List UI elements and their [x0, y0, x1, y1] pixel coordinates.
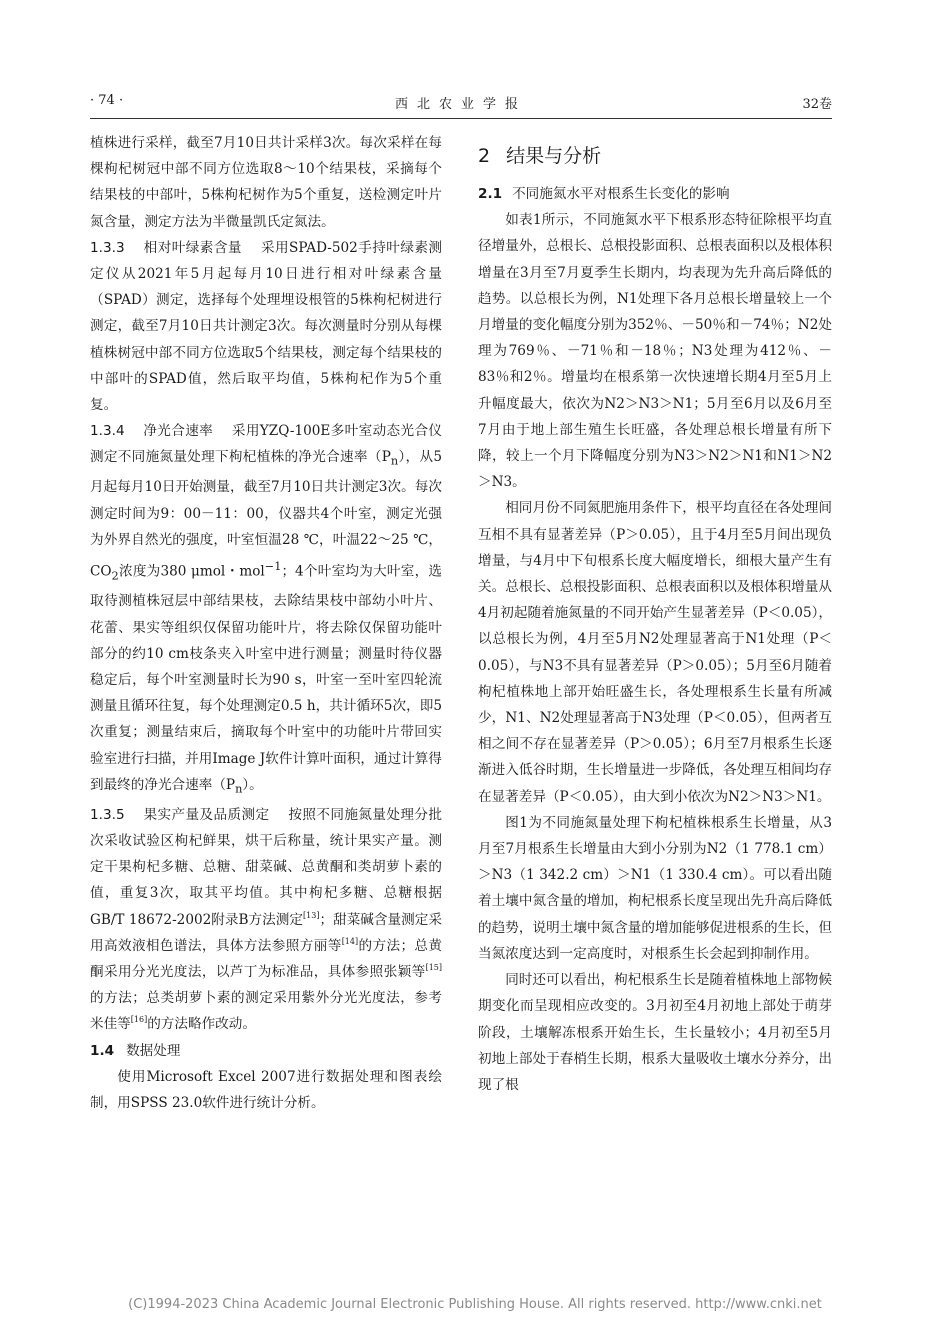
- section-text: 按照不同施氮量处理分批次采收试验区枸杞鲜果，烘干后称量，统计果实产量。测定干果枸杞多糖、总糖、甜菜碱、总黄酮和类胡萝卜素的值，重复3次，取其平均值。其中枸杞多糖、总糖根据GB/T 18672-2002附录B方法测定: [90, 806, 442, 928]
- section-text: ；4个叶室均为大叶室，选取待测植株冠层中部结果枝，去除结果枝中部幼小叶片、花蕾、果实等组织仅保留功能叶片，将去除仅保留功能叶部分的约10 cm枝条夹入叶室中进行测量；测量时待仪器稳定后，每个叶室测量时长为90 s，叶室一至叶室四轮流测量且循环往复，每个处理测定0.5 h，共计循环5次，即5次重复；测量结束后，摘取每个叶室中的功能叶片带回实验室进行扫描，并用Image J软件计算叶面积，通过计算得到最终的净光合速率（P: [90, 563, 442, 793]
- section-2-heading: [478, 143, 832, 169]
- subscript: 2: [111, 568, 119, 583]
- citation: [13]: [303, 910, 320, 920]
- section-text: 的方法；总类胡萝卜素的测定采用紫外分光光度法，参考米佳等: [90, 990, 442, 1033]
- section-number: 1.3.4: [90, 423, 125, 440]
- section-text: 浓度为380 μmol・mol: [118, 563, 265, 580]
- section-title: 净光合速率: [143, 423, 214, 440]
- section-1-3-4: [90, 418, 442, 802]
- section-title: 数据处理: [126, 1042, 181, 1059]
- section-text: 采用YZQ-100E多叶室动态光合仪测定不同施氮量处理下枸杞植株的净光合速率（P: [90, 423, 442, 466]
- section-text: ），从5月起每月10日开始测量，截至7月10日共计测定3次。每次测定时间为9：00－11：00，仪器共4个叶室，测定光强为外界自然光的强度，叶室恒温28 ℃，叶温22～25 ℃，CO: [90, 449, 442, 580]
- section-title: 结果与分析: [506, 145, 602, 167]
- section-text: 的方法略作改动。: [147, 1016, 256, 1033]
- section-1-3-3: [90, 235, 442, 418]
- citation: [15]: [425, 962, 442, 972]
- subscript: n: [235, 781, 243, 796]
- section-number: 1.3.5: [90, 806, 125, 823]
- journal-name: 西北农业学报: [394, 97, 527, 112]
- left-column: [90, 130, 442, 1116]
- running-header: [90, 93, 832, 115]
- section-title: 不同施氮水平对根系生长变化的影响: [512, 186, 730, 202]
- volume-label: 32卷: [802, 97, 832, 112]
- section-1-4-heading: [90, 1038, 442, 1064]
- section-number: 2: [478, 145, 491, 167]
- page-number: · 74 ·: [90, 93, 124, 108]
- right-column: [478, 130, 832, 1098]
- section-title: 相对叶绿素含量: [143, 239, 242, 256]
- section-title: 果实产量及品质测定: [143, 806, 270, 823]
- section-1-3-5: [90, 802, 442, 1038]
- paragraph-figure-1: 图1为不同施氮量处理下枸杞植株根系生长增量，从3月至7月根系生长增量由大到小分别为N2（1 778.1 cm）＞N3（1 342.2 cm）＞N1（1 330.4 cm）。可以看出随着土壤中氮含量的增加，枸杞根系长度呈现出先升高后降低的趋势，说明土壤中氮含量的增加能够促进根系的生长，但当氮浓度达到一定高度时，对根系生长会起到抑制作用。: [478, 814, 832, 962]
- paragraph-significance: 相同月份不同氮肥施用条件下，根平均直径在各处理间互相不具有显著差异（P＞0.05），且于4月至5月间出现负增量，与4月中下旬根系长度大幅度增长，细根大量产生有关。总根长、总根投影面积、总根表面积以及根体积增量从4月初起随着施氮量的不同开始产生显著差异（P＜0.05），以总根长为例，4月至5月N2处理显著高于N1处理（P＜0.05），与N3不具有显著差异（P＞0.05）；5月至6月随着枸杞植株地上部开始旺盛生长，各处理根系生长量有所减少，N1、N2处理显著高于N3处理（P＜0.05），但两者互相之间不存在显著差异（P＞0.05）；6月至7月根系生长逐渐进入低谷时期，生长增量进一步降低，各处理互相间均存在显著差异（P＜0.05），由大到小依次为N2＞N3＞N1。: [478, 500, 832, 805]
- paragraph-root-trend: 如表1所示，不同施氮水平下根系形态特征除根平均直径增量外，总根长、总根投影面积、总根表面积以及根体积增量在3月至7月夏季生长期内，均表现为先升高后降低的趋势。以总根长为例，N1处理下各月总根长增量较上一个月增量的变化幅度分别为352％、－50％和－74％；N2处理为769％、－71％和－18％；N3处理为412％、－83％和2％。增量均在根系第一次快速增长期4月至5月上升幅度最大，依次为N2＞N3＞N1；5月至6月以及6月至7月由于地上部生殖生长旺盛，各处理总根长增量有所下降，较上一个月下降幅度分别为N3＞N2＞N1和N1＞N2＞N3。: [478, 212, 832, 491]
- section-text: ）。: [242, 776, 263, 793]
- paragraph-data-processing: 使用Microsoft Excel 2007进行数据处理和图表绘制，用SPSS 23.0软件进行统计分析。: [90, 1068, 442, 1111]
- section-number: 1.4: [90, 1042, 115, 1059]
- section-number: 1.3.3: [90, 239, 125, 256]
- section-text: 采用SPAD-502手持叶绿素测定仪从2021年5月起每月10日进行相对叶绿素含量（SPAD）测定，选择每个处理埋设根管的5株枸杞树进行测定，截至7月10日共计测定3次。每次测量时分别从每棵植株树冠中部不同方位选取5个结果枝，测定每个结果枝的中部叶的SPAD值，然后取平均值，5株枸杞作为5个重复。: [90, 239, 442, 414]
- section-number: 2.1: [478, 186, 503, 202]
- header-rule: [90, 118, 832, 119]
- paragraph-phenology: 同时还可以看出，枸杞根系生长是随着植株地上部物候期变化而呈现相应改变的。3月初至4月初地上部处于萌芽阶段，土壤解冻根系开始生长，生长量较小；4月初至5月初地上部处于春梢生长期，根系大量吸收土壤水分养分，出现了根: [478, 972, 832, 1093]
- copyright-footer: (C)1994-2023 China Academic Journal Electronic Publishing House. All rights reserved. http://www.cnki.net: [128, 1297, 822, 1312]
- subscript: n: [390, 454, 399, 469]
- paragraph-sampling: 植株进行采样，截至7月10日共计采样3次。每次采样在每棵枸杞树冠中部不同方位选取8～10个结果枝，采摘每个结果枝的中部叶，5株枸杞树作为5个重复，送检测定叶片氮含量，测定方法为半微量凯氏定氮法。: [90, 135, 442, 230]
- superscript: −1: [264, 558, 282, 573]
- section-text: ；甜菜碱含量测定采用高效液相色谱法，具体方法参照方丽等: [90, 911, 442, 954]
- citation: [16]: [130, 1015, 148, 1025]
- section-2-1-heading: [478, 181, 832, 207]
- section-text: 的方法；总黄酮采用分光光度法，以芦丁为标准品，具体参照张颖等: [90, 937, 443, 980]
- citation: [14]: [341, 936, 359, 946]
